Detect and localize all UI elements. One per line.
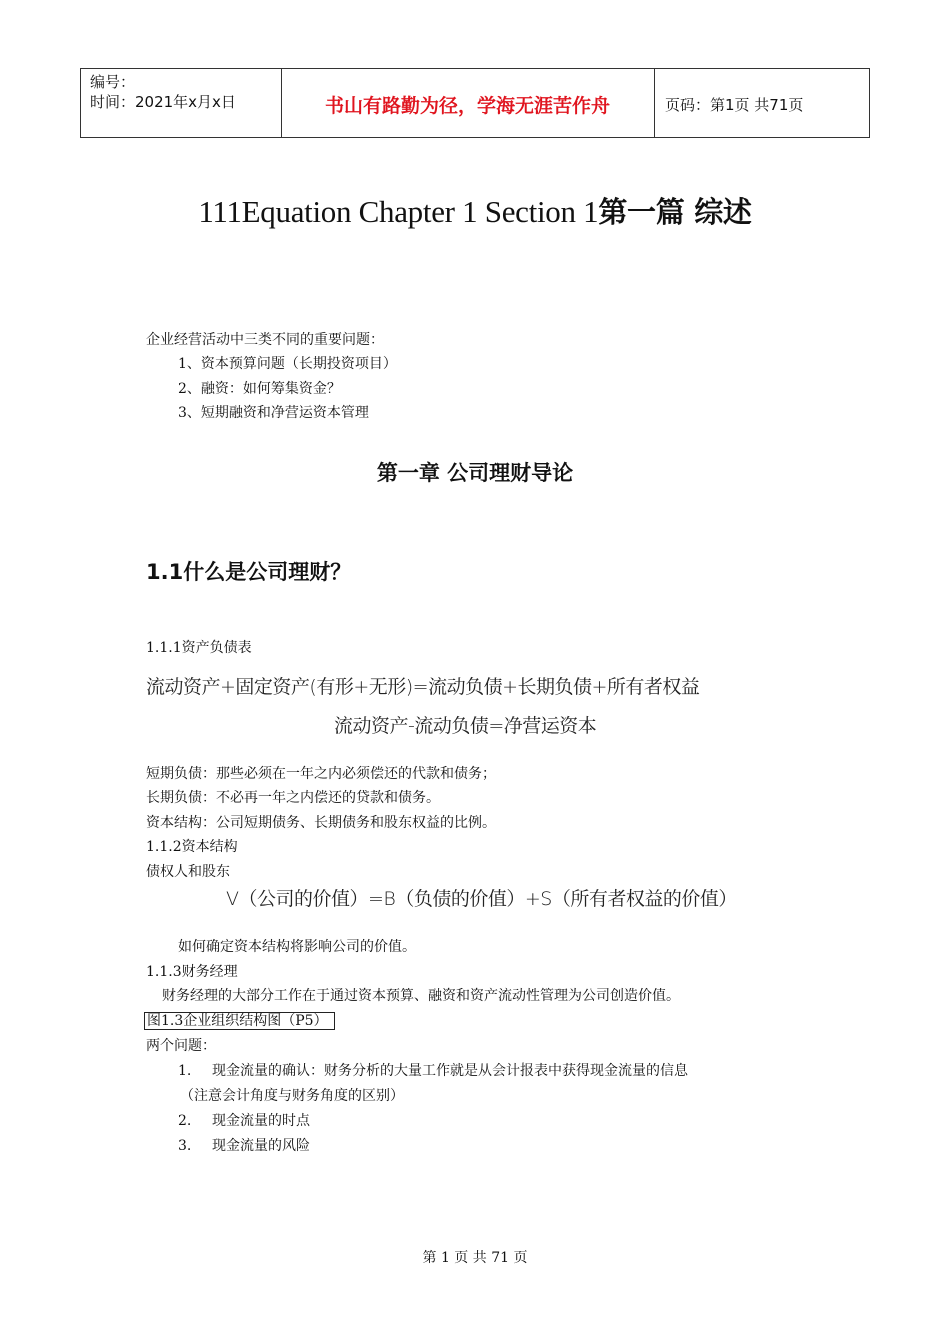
- capital-structure-note: 如何确定资本结构将影响公司的价值。: [178, 939, 416, 955]
- document-header: [80, 68, 870, 138]
- header-border-left: [80, 69, 81, 137]
- header-divider-2: [654, 69, 655, 137]
- list-item-continuation: （注意会计角度与财务角度的区别）: [180, 1088, 404, 1104]
- subsection-heading-113: 1.1.3财务经理: [146, 964, 238, 980]
- subsection-heading-112: 1.1.2资本结构: [146, 839, 238, 855]
- intro-item: 3、短期融资和净营运资本管理: [178, 405, 369, 421]
- definition-line: 短期负债：那些必须在一年之内必须偿还的代款和债务；: [146, 766, 496, 782]
- definition-line: 长期负债：不必再一年之内偿还的贷款和债务。: [146, 790, 440, 806]
- header-page-info: 页码：第1页 共71页: [665, 96, 804, 114]
- list-item: 现金流量的确认：财务分析的大量工作就是从会计报表中获得现金流量的信息: [212, 1063, 688, 1079]
- code-label: 编号：: [90, 73, 136, 91]
- intro-item: 1、资本预算问题（长期投资项目）: [178, 356, 397, 372]
- page-footer: 第 1 页 共 71 页: [422, 1250, 528, 1266]
- list-number: 3.: [178, 1138, 192, 1154]
- section-title: 1.1什么是公司理财？: [146, 560, 352, 584]
- title-cn: 第一篇 综述: [598, 195, 752, 229]
- header-motto: 书山有路勤为径，学海无涯苦作舟: [324, 95, 610, 117]
- intro-item: 2、融资：如何筹集资金？: [178, 381, 341, 397]
- two-questions-label: 两个问题：: [146, 1038, 216, 1054]
- definition-line: 资本结构：公司短期债务、长期债务和股东权益的比例。: [146, 815, 496, 831]
- figure-reference: [144, 1011, 335, 1031]
- creditors-shareholders: 债权人和股东: [146, 864, 230, 880]
- list-number: 2.: [178, 1113, 192, 1129]
- list-number: 1.: [178, 1063, 192, 1079]
- subsection-heading-111: 1.1.1资产负债表: [146, 640, 252, 656]
- page-title: [0, 190, 950, 231]
- header-border-right: [869, 69, 870, 137]
- figure-reference-box: 图1.3企业组织结构图（P5）: [144, 1012, 335, 1030]
- finance-manager-paragraph: 财务经理的大部分工作在于通过资本预算、融资和资产流动性管理为公司创造价值。: [162, 988, 680, 1004]
- balance-formula: 流动资产+固定资产(有形+无形)=流动负债+长期负债+所有者权益: [146, 676, 700, 698]
- value-formula: V（公司的价值）=B（负债的价值）+S（所有者权益的价值）: [226, 888, 737, 910]
- header-meta: [90, 72, 236, 112]
- title-prefix: 111Equation Chapter 1 Section 1: [198, 194, 599, 229]
- intro-lead: 企业经营活动中三类不同的重要问题：: [146, 332, 384, 348]
- list-item: 现金流量的时点: [212, 1113, 310, 1129]
- chapter-title: 第一章 公司理财导论: [376, 461, 574, 485]
- list-item: 现金流量的风险: [212, 1138, 310, 1154]
- time-label: 时间：2021年x月x日: [90, 93, 236, 111]
- working-capital-formula: 流动资产-流动负债=净营运资本: [334, 715, 597, 737]
